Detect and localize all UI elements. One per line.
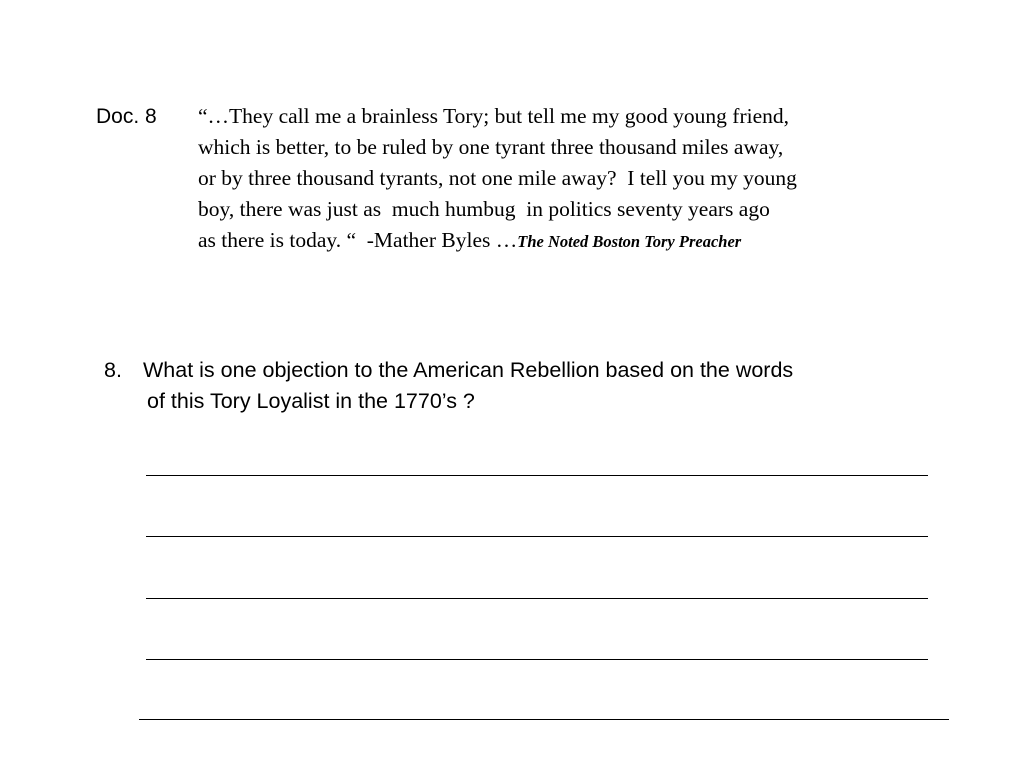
quote-line: boy, there was just as much humbug in politics seventy years ago [198, 197, 770, 221]
answer-line[interactable] [146, 475, 928, 476]
quote-block [198, 101, 958, 257]
answer-line[interactable] [146, 598, 928, 599]
document-label: Doc. 8 [96, 105, 157, 128]
question-text: What is one objection to the American Rebellion based on the words [143, 358, 794, 382]
answer-line[interactable] [146, 659, 928, 660]
quote-line: which is better, to be ruled by one tyrant three thousand miles away, [198, 135, 784, 159]
question-text: of this Tory Loyalist in the 1770’s ? [147, 389, 475, 413]
attribution: The Noted Boston Tory Preacher [517, 232, 742, 251]
answer-line[interactable] [146, 536, 928, 537]
quote-line-with-attribution [198, 225, 958, 257]
quote-line: “…They call me a brainless Tory; but tell me my good young friend, [198, 104, 789, 128]
quote-line: as there is today. “ -Mather Byles … [198, 228, 518, 252]
question-number: 8. [104, 358, 122, 382]
quote-line: or by three thousand tyrants, not one mile away? I tell you my young [198, 166, 797, 190]
answer-line[interactable] [139, 719, 949, 720]
